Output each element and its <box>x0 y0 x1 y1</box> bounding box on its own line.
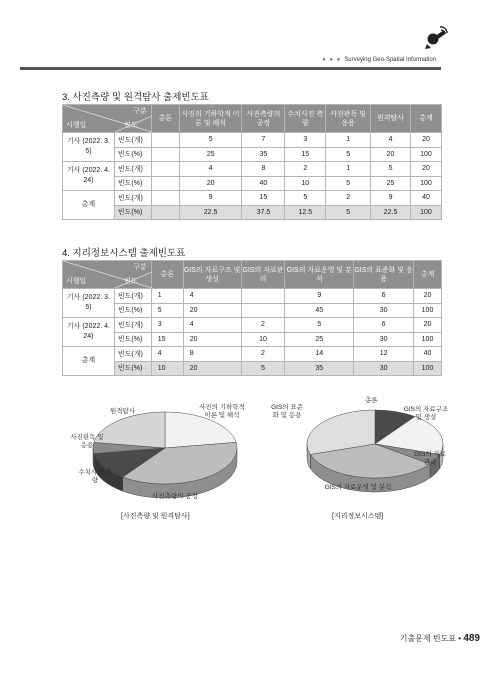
table-cell: 30 <box>354 361 414 376</box>
table-cell: 100 <box>414 332 442 347</box>
table-cell: 5 <box>326 176 371 191</box>
column-header: GIS의 자료운영 및 분석 <box>285 261 354 289</box>
table-cell: 8 <box>183 347 241 362</box>
table1-corner-bottom: 시행일 <box>66 122 87 129</box>
table-cell: 9 <box>285 289 354 304</box>
pie-label: GIS의 자료구조 및 생성 <box>403 406 449 421</box>
column-header: GIS의 자료관리 <box>241 261 285 289</box>
table-cell: 6 <box>354 289 414 304</box>
table2-corner-bottom: 시행일 <box>66 278 87 285</box>
table-cell: 25 <box>285 332 354 347</box>
table-cell: 37.5 <box>242 205 285 220</box>
pie-label: GIS의 자료운영 및 분석 <box>324 484 392 491</box>
table-cell: 6 <box>354 318 414 333</box>
table-row <box>63 347 442 362</box>
column-header: 수치사진 측량 <box>285 105 326 133</box>
table-cell: 5 <box>285 191 326 206</box>
table-cell: 40 <box>414 347 442 362</box>
satellite-icon <box>421 24 451 50</box>
pie-label: 수치사진 측량 <box>78 469 112 484</box>
table1-corner-top: 구분 <box>133 108 147 115</box>
table-cell: 40 <box>242 176 285 191</box>
table-row <box>63 303 442 318</box>
table1-title: 3. 사진측량 및 원격탐사 출제빈도표 <box>62 92 209 103</box>
table-cell: 100 <box>410 176 441 191</box>
table-cell: 22.5 <box>179 205 242 220</box>
page-number: 489 <box>463 633 480 644</box>
table-cell: 22.5 <box>371 205 411 220</box>
row-unit-label: 빈도(%) <box>114 303 151 318</box>
table-cell: 12.5 <box>285 205 326 220</box>
table1-corner-header <box>63 105 152 133</box>
table2-title: 4. 지리정보시스템 출제빈도표 <box>62 248 186 259</box>
table1-corner-mid: 빈도 <box>124 122 138 129</box>
table-cell <box>241 303 285 318</box>
pie-label: 원격탐사 <box>110 408 136 415</box>
column-header: 총론 <box>151 261 183 289</box>
footer-label: 기출문제 빈도표 <box>399 634 457 643</box>
table-cell: 2 <box>285 162 326 177</box>
row-group-label: 기사 (2022. 3. 5) <box>63 133 115 162</box>
table-row <box>63 133 442 148</box>
column-header: 총계 <box>414 261 442 289</box>
column-header: 사진의 기하학적 이론 및 해석 <box>179 105 242 133</box>
table-row <box>63 176 442 191</box>
table-cell: 5 <box>179 133 242 148</box>
table-cell: 45 <box>285 303 354 318</box>
column-header: GIS의 표준화 및 응용 <box>354 261 414 289</box>
table-cell: 2 <box>241 347 285 362</box>
table-cell: 20 <box>371 147 411 162</box>
table-cell: 4 <box>179 162 242 177</box>
table-cell: 10 <box>285 176 326 191</box>
table-cell <box>151 176 179 191</box>
table-row <box>63 361 442 376</box>
table2-corner-top: 구분 <box>133 264 147 271</box>
table-cell: 3 <box>285 133 326 148</box>
table-cell: 20 <box>183 361 241 376</box>
table-cell <box>151 205 179 220</box>
table-cell: 35 <box>242 147 285 162</box>
table-row <box>63 147 442 162</box>
row-group-label: 기사 (2022. 4. 24) <box>63 318 115 347</box>
table-cell: 5 <box>285 318 354 333</box>
row-unit-label: 빈도(개) <box>114 133 151 148</box>
pie-caption: [지리정보시스템] <box>332 513 384 520</box>
table-cell: 4 <box>371 133 411 148</box>
row-unit-label: 빈도(개) <box>114 191 151 206</box>
table-cell: 5 <box>151 303 183 318</box>
row-group-label: 기사 (2022. 3. 5) <box>63 289 115 318</box>
table-cell: 100 <box>410 147 441 162</box>
table-cell: 15 <box>285 147 326 162</box>
pie-label: 사진의 기하학적 이론 및 해석 <box>199 404 245 419</box>
table-cell: 4 <box>151 347 183 362</box>
pie-caption: [사진측량 및 원격탐사] <box>121 513 190 520</box>
column-header: 총계 <box>410 105 441 133</box>
table-cell: 3 <box>151 318 183 333</box>
row-unit-label: 빈도(개) <box>114 347 151 362</box>
table-cell: 100 <box>414 361 442 376</box>
table-cell <box>151 147 179 162</box>
pie-label: GIS의 표준화 및 응용 <box>271 404 303 419</box>
pie-label: GIS의 자료관리 <box>414 451 446 466</box>
table-cell: 20 <box>410 133 441 148</box>
header-rule <box>20 67 477 70</box>
table-row <box>63 191 442 206</box>
row-unit-label: 빈도(개) <box>114 162 151 177</box>
table-cell: 40 <box>410 191 441 206</box>
table-cell <box>151 133 179 148</box>
row-group-label: 기사 (2022. 4. 24) <box>63 162 115 191</box>
table-cell: 100 <box>410 205 441 220</box>
table-cell: 30 <box>354 303 414 318</box>
table-cell: 9 <box>179 191 242 206</box>
table-cell: 20 <box>179 176 242 191</box>
table-cell: 10 <box>151 361 183 376</box>
page-footer <box>400 633 480 644</box>
table-cell: 20 <box>410 162 441 177</box>
table-cell: 12 <box>354 347 414 362</box>
table-cell: 2 <box>241 318 285 333</box>
table-cell: 100 <box>414 303 442 318</box>
table-row <box>63 162 442 177</box>
table-cell: 20 <box>414 289 442 304</box>
frequency-table-photogrammetry <box>62 104 442 220</box>
row-unit-label: 빈도(%) <box>114 176 151 191</box>
row-unit-label: 빈도(%) <box>114 332 151 347</box>
column-header: 사진판독 및 응용 <box>326 105 371 133</box>
table-cell: 15 <box>151 332 183 347</box>
table-cell: 9 <box>371 191 411 206</box>
table-cell: 4 <box>183 318 241 333</box>
header-dots: ● ● ● <box>322 57 342 63</box>
row-group-label: 총계 <box>63 347 115 376</box>
table-cell: 1 <box>326 162 371 177</box>
pie-label: 사진판독 및 응용 <box>70 434 104 449</box>
footer-sep: • <box>458 634 462 643</box>
table-cell: 30 <box>354 332 414 347</box>
table-cell: 2 <box>326 191 371 206</box>
row-group-label: 총계 <box>63 191 115 220</box>
table-cell: 20 <box>414 318 442 333</box>
column-header: 원격탐사 <box>371 105 411 133</box>
table-cell <box>241 289 285 304</box>
pie-label: 총론 <box>365 397 378 404</box>
table2-corner-mid: 빈도 <box>124 278 138 285</box>
table-cell: 20 <box>183 332 241 347</box>
row-unit-label: 빈도(개) <box>114 318 151 333</box>
row-unit-label: 빈도(%) <box>114 361 151 376</box>
table-cell: 5 <box>241 361 285 376</box>
table-cell: 15 <box>242 191 285 206</box>
table-row <box>63 332 442 347</box>
table-cell: 25 <box>371 176 411 191</box>
table-cell: 20 <box>183 303 241 318</box>
frequency-table-gis <box>62 260 442 376</box>
table-cell: 1 <box>326 133 371 148</box>
table-cell <box>151 191 179 206</box>
row-unit-label: 빈도(%) <box>114 205 151 220</box>
table-cell: 4 <box>183 289 241 304</box>
table2-corner-header <box>63 261 152 289</box>
table-cell: 14 <box>285 347 354 362</box>
table-cell: 7 <box>242 133 285 148</box>
table-row <box>63 289 442 304</box>
table-cell: 8 <box>242 162 285 177</box>
table-row <box>63 318 442 333</box>
table-cell: 10 <box>241 332 285 347</box>
table-cell: 35 <box>285 361 354 376</box>
row-unit-label: 빈도(개) <box>114 289 151 304</box>
table-row <box>63 205 442 220</box>
table-cell: 5 <box>326 147 371 162</box>
table-cell: 1 <box>151 289 183 304</box>
column-header: 사진측량의 공정 <box>242 105 285 133</box>
header-title <box>322 57 436 63</box>
header-title-text: Surveying Geo-Spatial Information <box>344 57 436 63</box>
column-header: GIS의 자료구조 및 생성 <box>183 261 241 289</box>
table-cell <box>151 162 179 177</box>
pie-label: 사진측량의 공정 <box>152 493 198 500</box>
column-header: 총론 <box>151 105 179 133</box>
table-cell: 5 <box>326 205 371 220</box>
row-unit-label: 빈도(%) <box>114 147 151 162</box>
table-cell: 25 <box>179 147 242 162</box>
table-cell: 5 <box>371 162 411 177</box>
